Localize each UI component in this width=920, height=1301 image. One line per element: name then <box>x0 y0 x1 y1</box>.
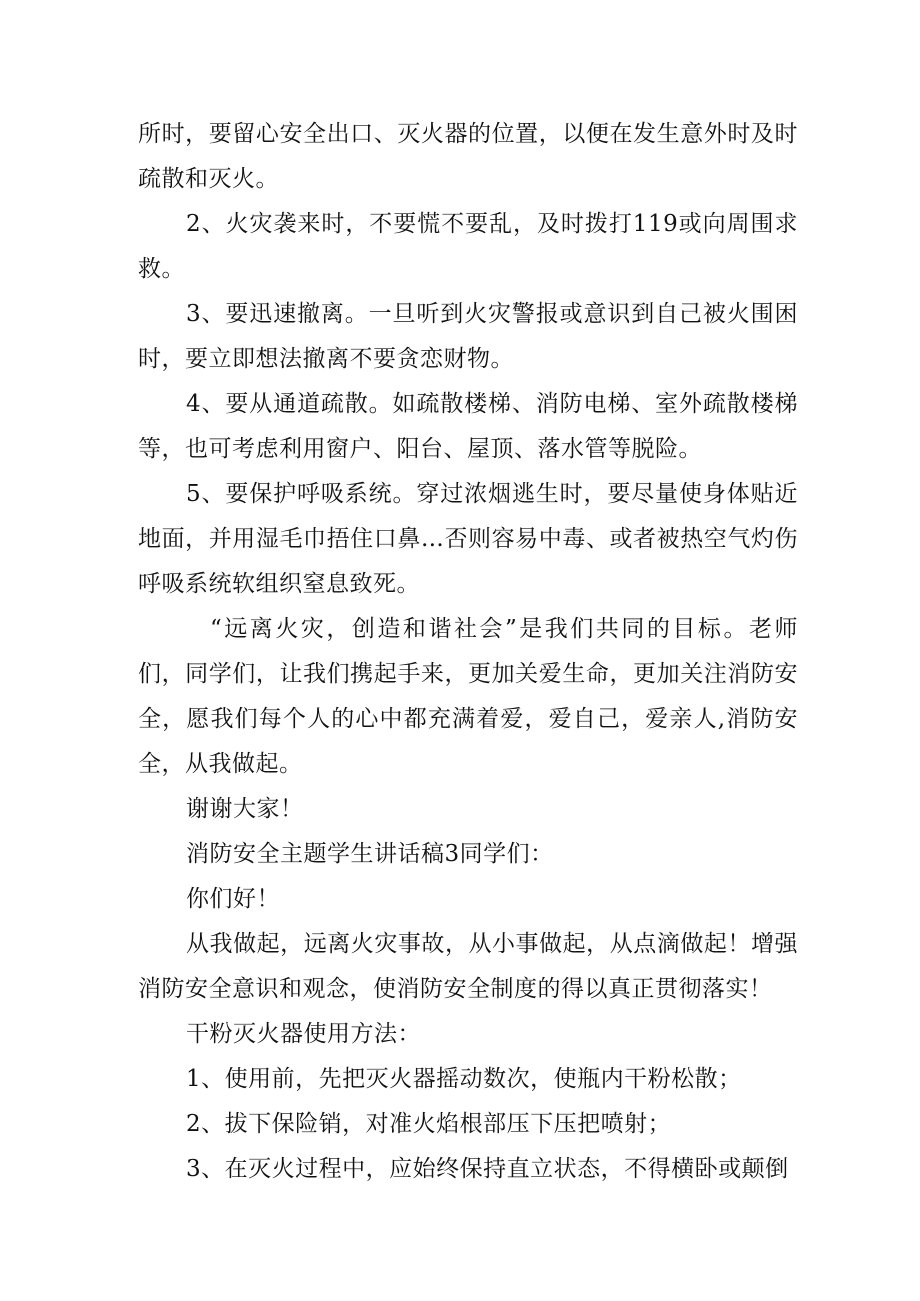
paragraph-step-2: 2、拔下保险销，对准火焰根部压下压把喷射； <box>186 1111 672 1137</box>
paragraph-method-title: 干粉灭火器使用方法： <box>186 1021 421 1047</box>
paragraph-item-5: 5、要保护呼吸系统。穿过浓烟逃生时，要尽量使身体贴近地面，并用湿毛巾捂住口鼻…否则容易中毒、或者被热空气灼伤呼吸系统软组织窒息致死。 <box>138 481 798 597</box>
paragraph-step-1: 1、使用前，先把灭火器摇动数次，使瓶内干粉松散； <box>186 1066 742 1092</box>
paragraph-continuation: 所时，要留心安全出口、灭火器的位置，以便在发生意外时及时疏散和灭火。 <box>138 121 798 192</box>
paragraph-intro: 从我做起，远离火灾事故，从小事做起，从点滴做起！增强消防安全意识和观念，使消防安全制度的得以真正贯彻落实！ <box>138 931 798 1002</box>
paragraph-greeting: 你们好！ <box>186 886 280 912</box>
paragraph-closing: “远离火灾，创造和谐社会”是我们共同的目标。老师们，同学们，让我们携起手来，更加关爱生命，更加关注消防安全，愿我们每个人的心中都充满着爱，爱自己，爱亲人,消防安全，从我做起。 <box>138 616 798 777</box>
paragraph-step-3: 3、在灭火过程中，应始终保持直立状态，不得横卧或颠倒 <box>186 1156 789 1182</box>
paragraph-item-2: 2、火灾袭来时，不要慌不要乱，及时拨打119或向周围求救。 <box>138 211 798 282</box>
document-body <box>138 112 798 1192</box>
paragraph-item-3: 3、要迅速撤离。一旦听到火灾警报或意识到自己被火围困时，要立即想法撤离不要贪恋财物。 <box>138 301 798 372</box>
speech-heading: 消防安全主题学生讲话稿3同学们： <box>186 841 554 867</box>
paragraph-thanks: 谢谢大家！ <box>186 796 304 822</box>
paragraph-item-4: 4、要从通道疏散。如疏散楼梯、消防电梯、室外疏散楼梯等，也可考虑利用窗户、阳台、屋顶、落水管等脱险。 <box>138 391 798 462</box>
